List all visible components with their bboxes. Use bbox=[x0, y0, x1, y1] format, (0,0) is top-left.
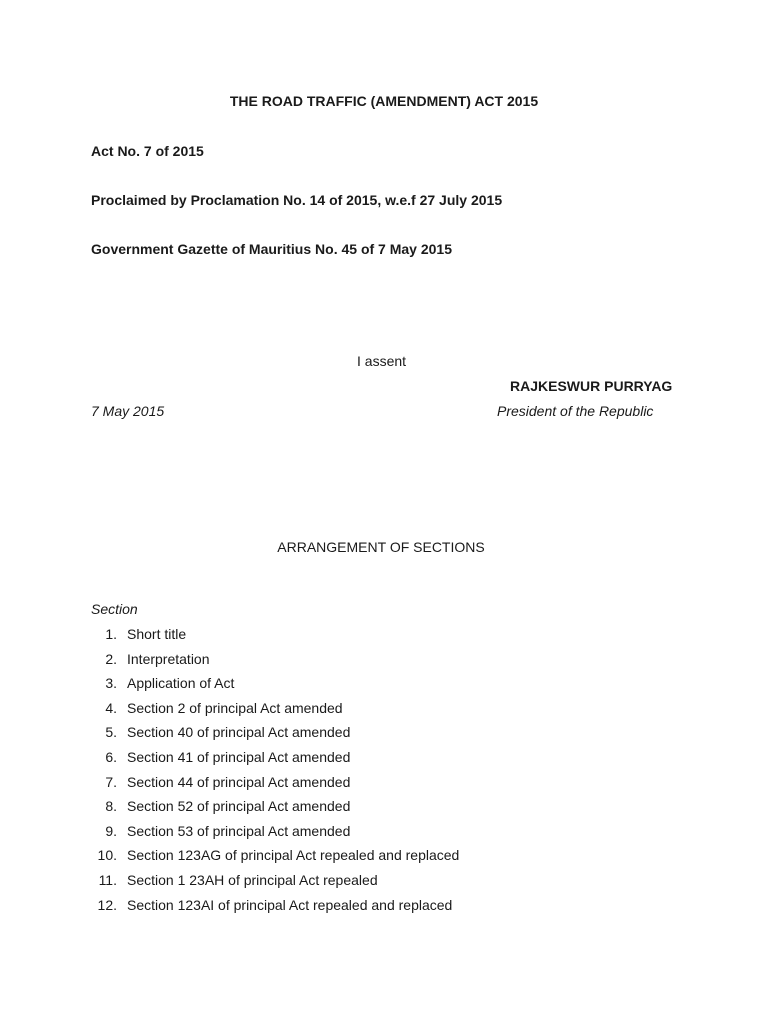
president-title: President of the Republic bbox=[497, 403, 654, 419]
section-number: 6. bbox=[105, 748, 117, 765]
gazette-line: Government Gazette of Mauritius No. 45 of 7 May 2015 bbox=[91, 241, 452, 257]
section-number: 3. bbox=[105, 675, 117, 692]
section-number: 5. bbox=[105, 724, 117, 741]
assent-date: 7 May 2015 bbox=[91, 403, 165, 419]
section-number: 10. bbox=[97, 847, 117, 864]
section-title: Short title bbox=[127, 626, 187, 642]
act-number: Act No. 7 of 2015 bbox=[91, 143, 204, 159]
section-title: Section 123AI of principal Act repealed and replaced bbox=[127, 896, 453, 913]
section-title: Section 44 of principal Act amended bbox=[127, 773, 351, 790]
section-number: 7. bbox=[105, 773, 117, 790]
section-number: 12. bbox=[97, 896, 117, 913]
proclamation-line: Proclaimed by Proclamation No. 14 of 2015, w.e.f 27 July 2015 bbox=[91, 192, 503, 208]
section-title: Interpretation bbox=[127, 650, 210, 667]
section-title: Section 2 of principal Act amended bbox=[127, 699, 343, 716]
section-title: Section 52 of principal Act amended bbox=[127, 798, 351, 815]
section-number: 2. bbox=[105, 650, 117, 667]
assent-text: I assent bbox=[357, 353, 407, 369]
section-number: 4. bbox=[105, 699, 117, 716]
arrangement-heading: ARRANGEMENT OF SECTIONS bbox=[277, 539, 485, 555]
section-title: Section 53 of principal Act amended bbox=[127, 822, 351, 839]
section-title: Section 1 23AH of principal Act repealed bbox=[127, 871, 378, 888]
president-name: RAJKESWUR PURRYAG bbox=[510, 378, 673, 394]
section-number: 11. bbox=[98, 871, 117, 888]
section-title: Section 123AG of principal Act repealed and replaced bbox=[127, 847, 460, 864]
document-title: THE ROAD TRAFFIC (AMENDMENT) ACT 2015 bbox=[229, 93, 539, 109]
section-title: Section 40 of principal Act amended bbox=[127, 724, 351, 741]
section-label: Section bbox=[91, 601, 138, 617]
section-number: 1. bbox=[105, 626, 117, 642]
section-number: 8. bbox=[105, 798, 117, 815]
section-title: Section 41 of principal Act amended bbox=[127, 748, 351, 765]
section-title: Application of Act bbox=[127, 675, 235, 692]
section-number: 9. bbox=[105, 822, 117, 839]
